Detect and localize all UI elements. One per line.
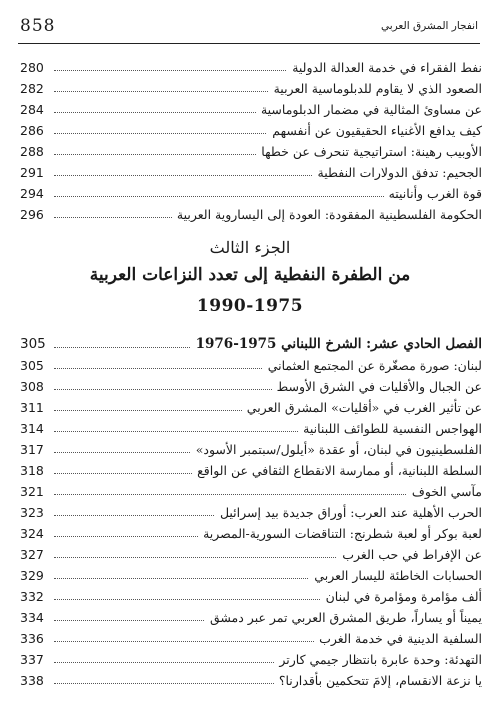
- toc-entry-title: يميناً أو يساراً، طريق المشرق العربي تمر عبر دمشق: [205, 610, 482, 625]
- toc-entry-title: الجحيم: تدفق الدولارات النفطية: [313, 165, 482, 180]
- toc-page-number: 336: [20, 631, 44, 646]
- toc-entry: [20, 438, 482, 458]
- toc-entry: [20, 417, 482, 437]
- running-head: [20, 18, 478, 38]
- header-rule: [18, 43, 480, 44]
- toc-entry-title: لعبة بوكر أو لعبة شطرنج: التناقضات السورية-المصرية: [198, 526, 482, 541]
- toc-entry: [20, 480, 482, 500]
- toc-entry: [20, 501, 482, 521]
- toc-entry: [20, 161, 482, 181]
- toc-entry-title: الفلسطينيون في لبنان، أو عقدة «أيلول/سبتمبر الأسود»: [191, 442, 482, 457]
- toc-entry: [20, 669, 482, 689]
- toc-entry-title: الصعود الذي لا يقاوم للدبلوماسية العربية: [269, 81, 482, 96]
- toc-entry-title: ألف مؤامرة ومؤامرة في لبنان: [321, 589, 482, 604]
- toc-page-number: 317: [20, 442, 44, 457]
- toc-entry-title: نفط الفقراء في خدمة العدالة الدولية: [287, 60, 482, 75]
- toc-page-number: 294: [20, 186, 44, 201]
- toc-entry: [20, 140, 482, 160]
- part-years: 1990-1975: [196, 296, 304, 316]
- toc-entry-title: السلطة اللبنانية، أو ممارسة الانقطاع الثقافي عن الواقع: [192, 463, 482, 478]
- toc-entry: [20, 543, 482, 563]
- toc-entry-title: السلفية الدينية في خدمة الغرب: [314, 631, 482, 646]
- toc-entry-title: الحرب الأهلية عند العرب: أوراق جديدة بيد إسرائيل: [215, 505, 482, 520]
- toc-entry-title: عن مساوئ المثالية في مضمار الدبلوماسية: [256, 102, 482, 117]
- toc-entry: [20, 182, 482, 202]
- toc-page-number: 291: [20, 165, 44, 180]
- part-label: الجزء الثالث: [209, 238, 291, 257]
- toc-page-number: 337: [20, 652, 44, 667]
- toc-entry: [20, 354, 482, 374]
- chapter-title: الفصل الحادي عشر: الشرخ اللبناني 1975-1976: [191, 336, 482, 352]
- toc-entry: [20, 564, 482, 584]
- toc-page-number: 318: [20, 463, 44, 478]
- toc-entry-title: يا نزعة الانقسام، إلامَ تتحكمين بأقدارنا؟: [274, 673, 482, 688]
- toc-page-number: 314: [20, 421, 44, 436]
- toc-entry-title: عن تأثير الغرب في «أقليات» المشرق العربي: [242, 400, 482, 415]
- toc-entry: [20, 522, 482, 542]
- toc-entry: [20, 396, 482, 416]
- toc-page-number: 334: [20, 610, 44, 625]
- toc-entry: [20, 627, 482, 647]
- toc-entry: [20, 119, 482, 139]
- toc-page-number: 329: [20, 568, 44, 583]
- toc-entry-title: التهدئة: وحدة عابرة بانتظار جيمي كارتر: [274, 652, 482, 667]
- toc-entry-title: عن الجبال والأقليات في الشرق الأوسط: [272, 379, 482, 394]
- toc-entry: [20, 606, 482, 626]
- toc-entry: [20, 77, 482, 97]
- toc-entry-title: الأوبيب رهينة: استراتيجية تنحرف عن خطها: [256, 144, 482, 159]
- toc-page-number: 284: [20, 102, 44, 117]
- toc-page-number: 321: [20, 484, 44, 499]
- toc-entry: [20, 459, 482, 479]
- running-book-title: انفجار المشرق العربي: [380, 20, 478, 32]
- toc-entry: [20, 585, 482, 605]
- toc-page-number: 282: [20, 81, 44, 96]
- toc-page-number: 305: [20, 336, 46, 352]
- toc-page-number: 286: [20, 123, 44, 138]
- page-number: 858: [20, 16, 56, 36]
- toc-page-number: 323: [20, 505, 44, 520]
- toc-entry-title: عن الإفراط في حب الغرب: [337, 547, 482, 562]
- toc-page-number: 327: [20, 547, 44, 562]
- toc-page-number: 324: [20, 526, 44, 541]
- toc-entry-title: قوة الغرب وأنانيته: [384, 186, 482, 201]
- toc-page-number: 305: [20, 358, 44, 373]
- toc-entry-title: كيف يدافع الأغنياء الحقيقيون عن أنفسهم: [267, 123, 482, 138]
- toc-page-number: 332: [20, 589, 44, 604]
- toc-page-number: 288: [20, 144, 44, 159]
- toc-entry-title: الحكومة الفلسطينية المفقودة: العودة إلى اليساروية العربية: [172, 207, 482, 222]
- toc-entry: [20, 56, 482, 76]
- toc-entry: [20, 375, 482, 395]
- toc-page-number: 308: [20, 379, 44, 394]
- toc-entry-title: لبنان: صورة مصغّرة عن المجتمع العثماني: [263, 358, 482, 373]
- toc-entry: [20, 648, 482, 668]
- toc-page-number: 311: [20, 400, 44, 415]
- toc-entry-title: مآسي الخوف: [407, 484, 482, 499]
- toc-entry-title: الحسابات الخاطئة لليسار العربي: [309, 568, 482, 583]
- part-title: من الطفرة النفطية إلى تعدد النزاعات العربية: [89, 265, 411, 285]
- toc-page-number: 338: [20, 673, 44, 688]
- toc-chapter-heading: [20, 333, 482, 353]
- toc-entry-title: الهواجس النفسية للطوائف اللبنانية: [298, 421, 482, 436]
- toc-entry: [20, 98, 482, 118]
- toc-page-number: 296: [20, 207, 44, 222]
- toc-entry: [20, 203, 482, 223]
- toc-page-number: 280: [20, 60, 44, 75]
